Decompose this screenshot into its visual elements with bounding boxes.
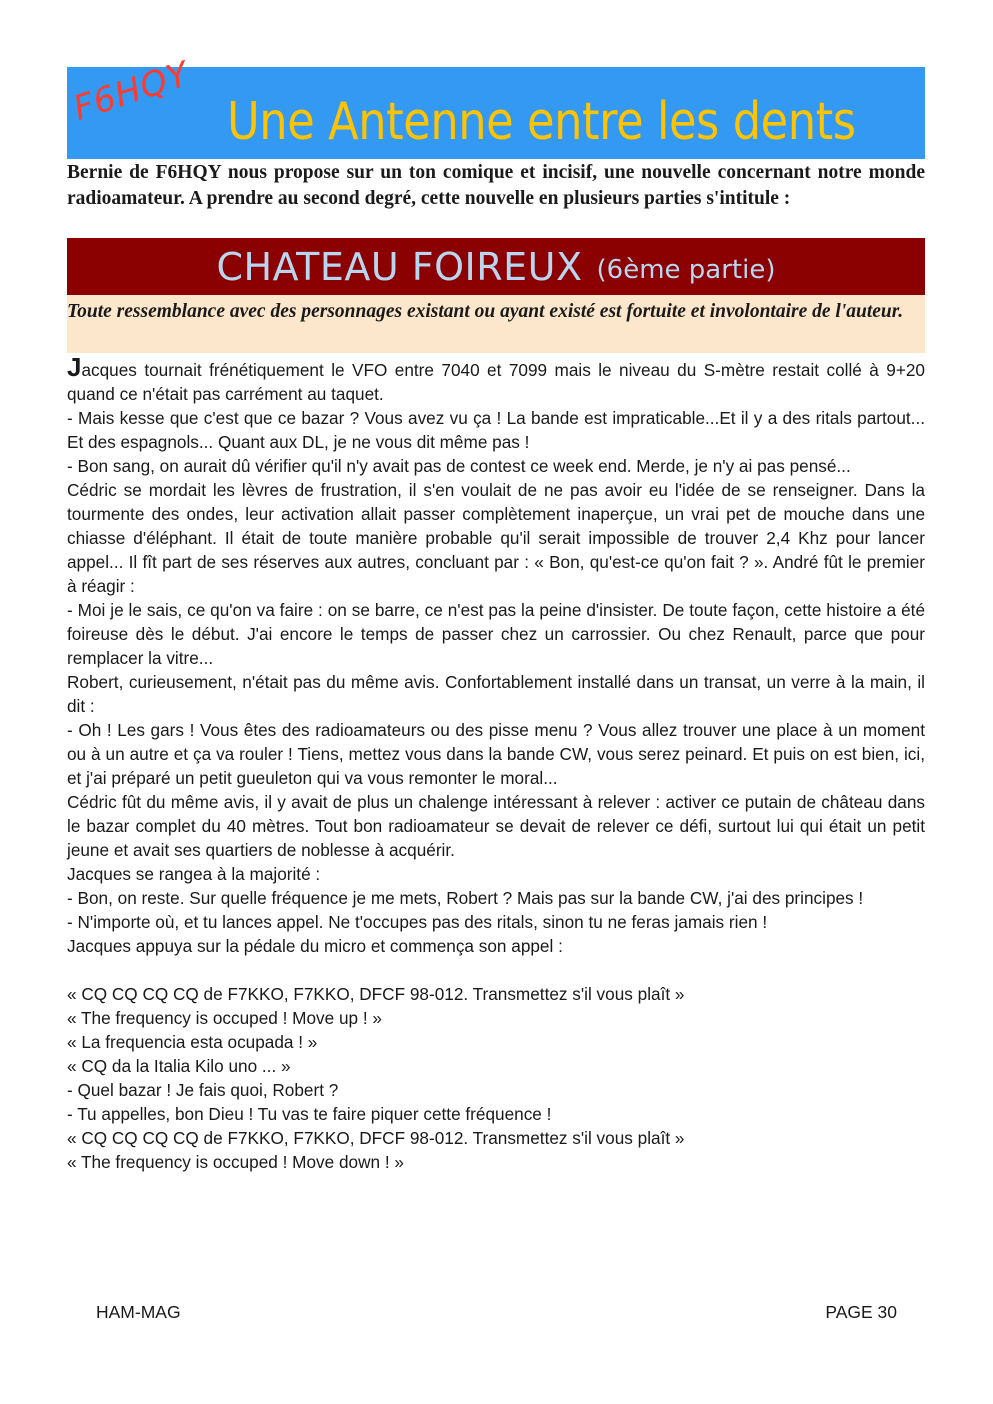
paragraph: Jacques se rangea à la majorité : — [67, 864, 321, 884]
magazine-name: HAM-MAG — [96, 1302, 181, 1322]
header-banner — [67, 54, 925, 159]
paragraph: - Moi je le sais, ce qu'on va faire : on se barre, ce n'est pas la peine d'insister. De toute façon, cette histoire a été foireuse dès le début. J'ai encore le temps de passer chez un carrossier. Ou chez Renault, parce que pour remplacer la vitre... — [67, 600, 925, 668]
story-body — [67, 352, 925, 1174]
intro-paragraph: Bernie de F6HQY nous propose sur un ton comique et incisif, une nouvelle concernant notre monde radioamateur. A prendre au second degré, cette nouvelle en plusieurs parties s'intitule : — [67, 162, 925, 209]
disclaimer: Toute ressemblance avec des personnages existant ou ayant existé est fortuite et involontaire de l'auteur. — [67, 295, 925, 353]
dialogue-line: « La frequencia esta ocupada ! » — [67, 1032, 318, 1052]
paragraph — [67, 352, 925, 406]
paragraph: - Bon sang, on aurait dû vérifier qu'il n'y avait pas de contest ce week end. Merde, je n'y ai pas pensé... — [67, 456, 851, 476]
column-title: Une Antenne entre les dents — [227, 92, 856, 152]
dialogue-line: « CQ CQ CQ CQ de F7KKO, F7KKO, DFCF 98-012. Transmettez s'il vous plaît » — [67, 984, 685, 1004]
paragraph: Jacques appuya sur la pédale du micro et commença son appel : — [67, 936, 563, 956]
author-callsign-logo: F6HQY — [68, 54, 195, 129]
dialogue-line: « The frequency is occuped ! Move up ! » — [67, 1008, 382, 1028]
dialogue-line: « CQ CQ CQ CQ de F7KKO, F7KKO, DFCF 98-012. Transmettez s'il vous plaît » — [67, 1128, 685, 1148]
drop-cap: J — [67, 352, 82, 382]
page-number: PAGE 30 — [825, 1302, 897, 1322]
paragraph: - Mais kesse que c'est que ce bazar ? Vous avez vu ça ! La bande est impraticable...Et il y a des ritals partout... Et des espagnols... Quant aux DL, je ne vous dit même pas ! — [67, 408, 925, 452]
dialogue-line: « The frequency is occuped ! Move down ! » — [67, 1152, 404, 1172]
paragraph: Cédric se mordait les lèvres de frustration, il s'en voulait de ne pas avoir eu l'idée de se renseigner. Dans la tourmente des ondes, leur activation allait passer complètement inaperçue, un vrai pet de mouche dans une chiasse d'éléphant. Il était de toute manière probable qu'il serait impossible de trouver 2,4 Khz pour lancer appel... Il fît part de ses réserves aux autres, concluant par : « Bon, qu'est-ce qu'on fait ? ». André fût le premier à réagir : — [67, 480, 925, 596]
article — [67, 54, 925, 1174]
paragraph: - Bon, on reste. Sur quelle fréquence je me mets, Robert ? Mais pas sur la bande CW, j'ai des principes ! — [67, 888, 864, 908]
dialogue-line: - Quel bazar ! Je fais quoi, Robert ? — [67, 1080, 339, 1100]
paragraph: Cédric fût du même avis, il y avait de plus un chalenge intéressant à relever : activer ce putain de château dans le bazar complet du 40 mètres. Tout bon radioamateur se devait de relever ce défi, surtout lui qui était un petit jeune et avait ses quartiers de noblesse à acquérir. — [67, 792, 925, 860]
spacer — [67, 958, 925, 982]
paragraph-text: acques tournait frénétiquement le VFO entre 7040 et 7099 mais le niveau du S-mètre restait collé à 9+20 quand ce n'était pas carrément au taquet. — [67, 360, 925, 404]
paragraph: Robert, curieusement, n'était pas du même avis. Confortablement installé dans un transat, un verre à la main, il dit : — [67, 672, 925, 716]
dialogue-line: « CQ da la Italia Kilo uno ... » — [67, 1056, 291, 1076]
paragraph: - Oh ! Les gars ! Vous êtes des radioamateurs ou des pisse menu ? Vous allez trouver une place à un moment ou à un autre et ça va rouler ! Tiens, mettez vous dans la bande CW, vous serez peinard. Et puis on est bien, ici, et j'ai préparé un petit gueuleton qui va vous remonter le moral... — [67, 720, 925, 788]
story-title: CHATEAU FOIREUX — [216, 244, 583, 289]
story-title-bar — [67, 238, 925, 295]
dialogue-line: - Tu appelles, bon Dieu ! Tu vas te faire piquer cette fréquence ! — [67, 1104, 552, 1124]
paragraph: - N'importe où, et tu lances appel. Ne t'occupes pas des ritals, sinon tu ne feras jamais rien ! — [67, 912, 768, 932]
story-part: (6ème partie) — [596, 254, 776, 285]
